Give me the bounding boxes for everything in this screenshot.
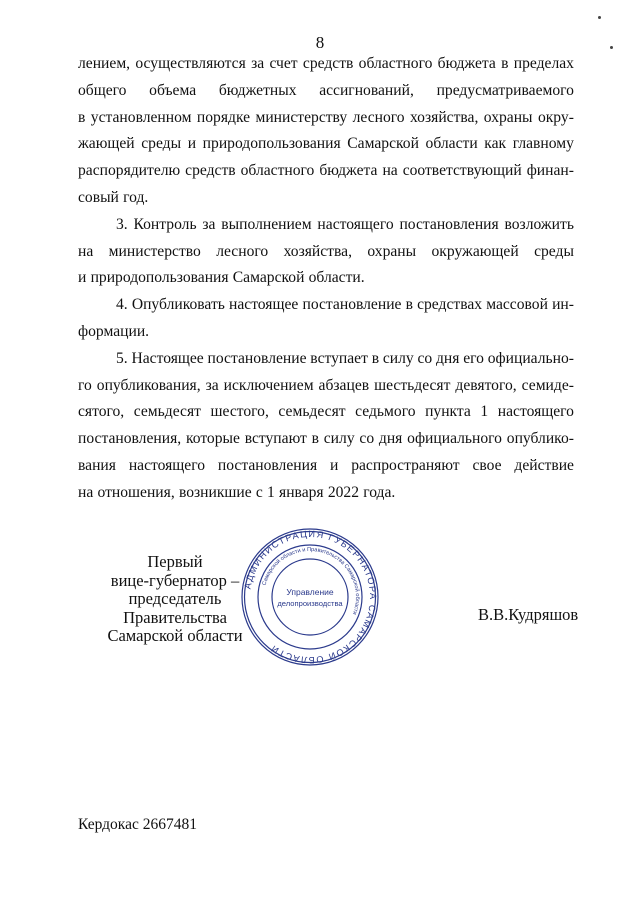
word: охраны <box>367 242 417 260</box>
text-line <box>78 292 574 319</box>
text-line <box>78 426 574 453</box>
text-line <box>78 185 574 212</box>
word: и <box>187 135 197 153</box>
word: бюджета <box>319 162 378 180</box>
word: вступает <box>310 349 368 367</box>
word: семьдесят <box>278 403 346 421</box>
word: средств <box>302 55 354 72</box>
stamp-inner-text: Самарской области и Правительства Самарской области <box>261 546 361 616</box>
word: лением, <box>78 55 131 72</box>
word: 4. <box>116 296 128 314</box>
text-line <box>78 239 574 266</box>
stamp-inner-ring <box>272 559 348 635</box>
word: настоящего <box>317 215 394 233</box>
word: постановления, <box>78 430 182 448</box>
word: вступают <box>244 430 307 448</box>
word: за <box>251 55 265 72</box>
word: ин- <box>552 296 574 314</box>
word: вания <box>78 456 116 474</box>
word: настоящее <box>229 296 299 314</box>
word: в <box>371 349 380 367</box>
word: опубликования, <box>96 376 201 394</box>
text-line <box>78 105 574 132</box>
word: 1 <box>480 403 489 421</box>
word: ассигнований, <box>319 81 414 99</box>
stamp-middle-ring <box>258 545 362 649</box>
word: среды <box>141 135 182 153</box>
word: настоящего <box>128 456 206 474</box>
word: охраны <box>483 108 533 126</box>
signatory-title-line: вице-губернатор – <box>110 570 240 590</box>
text-line <box>78 453 574 480</box>
word: пункта <box>425 403 471 421</box>
word: областного <box>240 162 315 180</box>
word: силу <box>382 349 414 367</box>
word: областного <box>358 55 433 72</box>
signatory-name: В.В.Кудряшов <box>478 605 579 624</box>
word: постановления <box>399 215 499 233</box>
word: массовой <box>486 296 548 314</box>
word: хозяйства, <box>283 242 352 260</box>
stamp-center-line-2: делопроизводства <box>277 599 343 608</box>
word: постановления <box>217 456 318 474</box>
word: объема <box>149 81 197 99</box>
word: пределах <box>513 55 574 72</box>
word: Опубликовать <box>131 296 225 314</box>
word: области <box>425 135 478 153</box>
word: официально- <box>487 349 574 367</box>
text-line <box>78 78 574 105</box>
word: шестого, <box>210 403 269 421</box>
stamp-outer-text: АДМИНИСТРАЦИЯ ГУБЕРНАТОРА САМАРСКОЙ ОБЛАСТИ <box>242 528 379 666</box>
word: в <box>501 55 509 72</box>
word: на <box>78 483 94 501</box>
text-line <box>78 131 574 158</box>
word: на <box>382 162 398 180</box>
signatory-title-line: Самарской области <box>107 626 243 645</box>
body-text <box>78 51 574 507</box>
word: установленном <box>90 108 192 126</box>
word: возникшие <box>178 483 252 501</box>
scan-speck <box>598 16 601 19</box>
word: в <box>78 108 86 126</box>
footer-code: Кердокас 2667481 <box>78 816 197 833</box>
word: го <box>78 376 92 394</box>
text-line <box>78 399 574 426</box>
word: 3. <box>116 215 128 233</box>
word: которые <box>185 430 240 448</box>
word: со <box>417 349 433 367</box>
word: семьдесят <box>133 403 201 421</box>
word: на <box>78 242 94 260</box>
word: бюджетных <box>218 81 297 99</box>
text-line <box>78 373 574 400</box>
word: средствах <box>417 296 483 314</box>
word: средств <box>185 162 236 180</box>
word: предусматриваемого <box>436 81 574 99</box>
word: Самарской <box>347 135 419 153</box>
word: его <box>463 349 484 367</box>
word: настоящего <box>497 403 574 421</box>
word: министерству <box>255 108 348 126</box>
word: 5. <box>116 349 128 367</box>
word: официального <box>407 430 502 448</box>
word: и <box>78 269 87 287</box>
word: финан- <box>526 162 574 180</box>
word: свое <box>472 456 502 474</box>
word: области. <box>308 269 365 287</box>
word: за <box>202 215 216 233</box>
word: сятого, <box>78 403 125 421</box>
word: Самарской <box>232 269 305 287</box>
word: бюджета <box>437 55 496 72</box>
word: 2022 <box>327 483 359 501</box>
word: абзацев <box>318 376 370 394</box>
text-line <box>78 265 574 292</box>
text-line <box>78 480 574 507</box>
word: общего <box>78 81 127 99</box>
word: и <box>329 456 339 474</box>
word: с <box>255 483 263 501</box>
word: 1 <box>267 483 275 501</box>
word: формации. <box>78 322 150 340</box>
word: опублико- <box>506 430 574 448</box>
word: исключением <box>223 376 314 394</box>
word: отношения, <box>97 483 175 501</box>
word: порядке <box>196 108 251 126</box>
word: силу <box>323 430 355 448</box>
word: природопользования <box>202 135 341 153</box>
text-line <box>78 51 574 78</box>
word: постановление <box>207 349 307 367</box>
text-line <box>78 158 574 185</box>
word: за <box>205 376 219 394</box>
signatory-title-line: председатель Правительства <box>123 589 227 627</box>
word: в <box>405 296 413 314</box>
word: жающей <box>78 135 135 153</box>
word: распорядителю <box>78 162 181 180</box>
page-number: 8 <box>315 33 325 52</box>
word: природопользования <box>90 269 229 287</box>
word: распространяют <box>351 456 460 474</box>
word: постановление <box>302 296 402 314</box>
word: среды <box>534 242 574 260</box>
stamp-center-line-1: Управление <box>286 587 334 597</box>
word: девятого, <box>455 376 517 394</box>
scan-speck <box>610 46 613 49</box>
text-line <box>78 346 574 373</box>
signatory-title-line: Первый <box>147 552 203 571</box>
text-line <box>78 319 574 346</box>
word: семиде- <box>521 376 574 394</box>
text-line <box>78 212 574 239</box>
word: лесного <box>352 108 405 126</box>
word: в <box>311 430 319 448</box>
word: счет <box>269 55 298 72</box>
word: выполнением <box>221 215 312 233</box>
word: шестьдесят <box>374 376 451 394</box>
word: со <box>359 430 375 448</box>
word: января <box>279 483 324 501</box>
word: Контроль <box>133 215 197 233</box>
word: года. <box>363 483 396 501</box>
word: совый <box>78 188 119 206</box>
word: окружающей <box>431 242 519 260</box>
word: действие <box>514 456 574 474</box>
word: дня <box>435 349 460 367</box>
word: соответствующий <box>402 162 522 180</box>
word: лесного <box>216 242 269 260</box>
word: осуществляются <box>135 55 246 72</box>
word: министерство <box>108 242 201 260</box>
word: хозяйства, <box>409 108 479 126</box>
word: седьмого <box>355 403 416 421</box>
word: окру- <box>537 108 574 126</box>
official-stamp <box>240 527 380 667</box>
word: как <box>484 135 507 153</box>
word: главному <box>512 135 574 153</box>
word: год. <box>123 188 149 206</box>
word: дня <box>378 430 403 448</box>
word: возложить <box>504 215 574 233</box>
word: Настоящее <box>131 349 204 367</box>
